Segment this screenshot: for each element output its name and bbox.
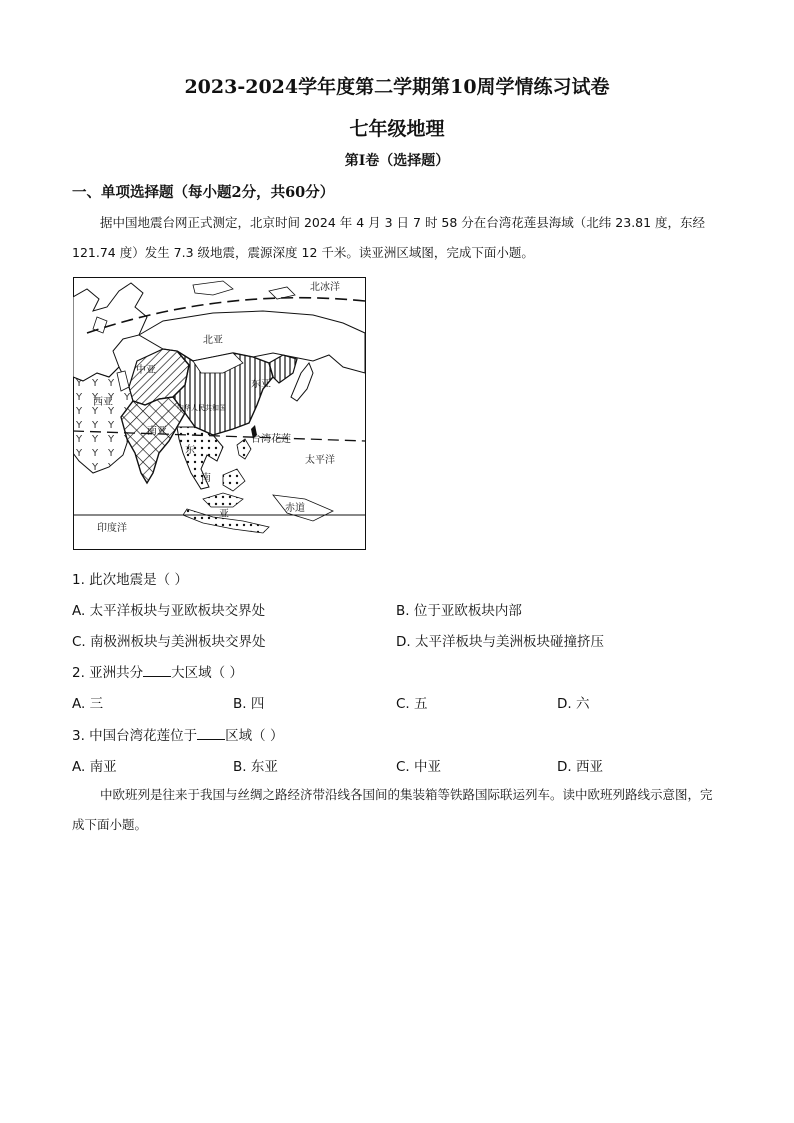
- label-southeast-asia-1: 东: [185, 445, 195, 456]
- label-south-asia: 南亚: [147, 426, 167, 437]
- section-heading: 一、单项选择题（每小题2分，共60分）: [72, 184, 335, 201]
- label-china: 中华人民共和国: [177, 404, 226, 412]
- volume-title: 第Ⅰ卷（选择题）: [344, 153, 450, 169]
- label-pacific-ocean: 太平洋: [305, 455, 335, 466]
- passage-china-europe-railway: [72, 780, 722, 840]
- passage-earthquake: [72, 208, 722, 268]
- question-2-stem-start: 2. 亚洲共分: [72, 665, 144, 681]
- label-southeast-asia-3: 亚: [219, 509, 229, 520]
- question-3-option-a[interactable]: A. 南亚: [72, 759, 117, 775]
- question-2-option-d[interactable]: D. 六: [557, 696, 590, 712]
- asia-region-map: [73, 277, 366, 550]
- label-west-asia: 西亚: [93, 397, 113, 408]
- question-2-blank: [143, 664, 171, 677]
- question-3-option-b[interactable]: B. 东亚: [233, 759, 278, 775]
- question-1-option-a[interactable]: A. 太平洋板块与亚欧板块交界处: [72, 603, 266, 619]
- subject-title: 七年级地理: [349, 118, 445, 140]
- question-2-option-a[interactable]: A. 三: [72, 696, 104, 712]
- question-2-option-c[interactable]: C. 五: [396, 696, 428, 712]
- label-east-asia: 东亚: [251, 379, 271, 390]
- label-north-asia: 北亚: [203, 335, 223, 346]
- question-3-option-c[interactable]: C. 中亚: [396, 759, 442, 775]
- question-1-option-d[interactable]: D. 太平洋板块与美洲板块碰撞挤压: [396, 634, 604, 650]
- question-3-stem-end: 区域（ ）: [225, 728, 284, 744]
- passage-earthquake-text: 据中国地震台网正式测定，北京时间 2024 年 4 月 3 日 7 时 58 分在台湾花莲县海域（北纬 23.81 度，东经 121.74 度）发生 7.3 级地震，震源深度 12 千米。读亚洲区域图，完成下面小题。: [72, 215, 706, 260]
- question-3-stem-start: 3. 中国台湾花莲位于: [72, 728, 198, 744]
- label-arctic-ocean: 北冰洋: [310, 282, 340, 293]
- exam-title: 2023-2024学年度第二学期第10周学情练习试卷: [184, 76, 610, 98]
- question-1-option-c[interactable]: C. 南极洲板块与美洲板块交界处: [72, 634, 266, 650]
- label-taiwan-hualien: 台湾花莲: [251, 434, 291, 445]
- question-2-stem-end: 大区域（ ）: [171, 665, 243, 681]
- question-2-option-b[interactable]: B. 四: [233, 696, 265, 712]
- passage-railway-text: 中欧班列是往来于我国与丝绸之路经济带沿线各国间的集装箱等铁路国际联运列车。读中欧班列路线示意图，完成下面小题。: [72, 787, 713, 832]
- question-1-stem: 1. 此次地震是（ ）: [72, 572, 188, 588]
- label-southeast-asia-2: 南: [201, 473, 211, 484]
- question-2-stem: [72, 661, 243, 681]
- label-indian-ocean: 印度洋: [97, 523, 127, 534]
- question-3-stem: [72, 724, 283, 744]
- question-3-blank: [197, 727, 225, 740]
- label-central-asia: 中亚: [136, 365, 156, 376]
- question-1-option-b[interactable]: B. 位于亚欧板块内部: [396, 603, 522, 619]
- label-equator: 赤道: [285, 503, 305, 514]
- question-3-option-d[interactable]: D. 西亚: [557, 759, 603, 775]
